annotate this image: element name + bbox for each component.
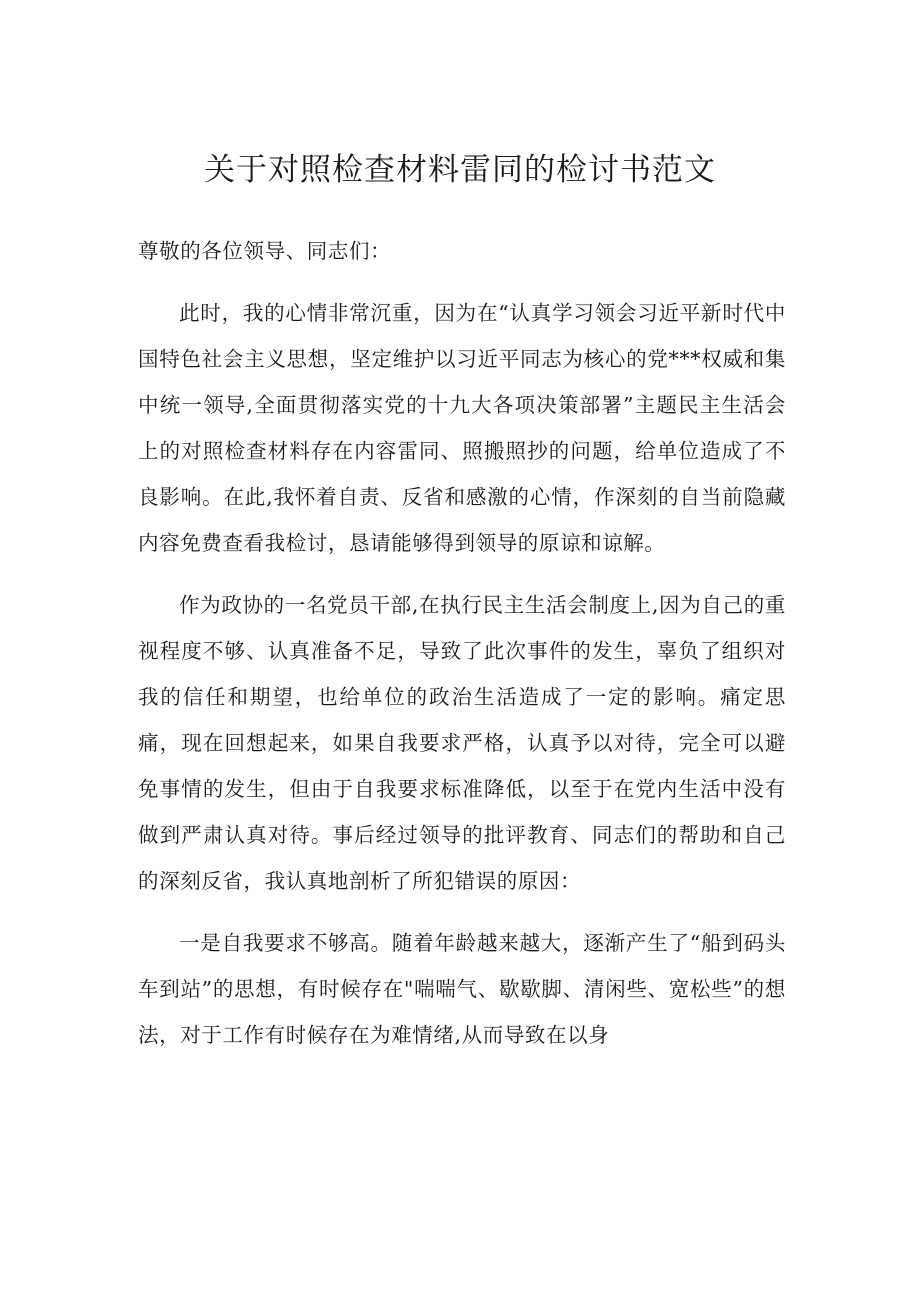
paragraph-2: 作为政协的一名党员干部,在执行民主生活会制度上,因为自己的重视程度不够、认真准备不足，导致了此次事件的发生，辜负了组织对我的信任和期望，也给单位的政治生活造成了一定的影响。痛定思痛，现在回想起来，如果自我要求严格，认真予以对待，完全可以避免事情的发生，但由于自我要求标准降低，以至于在党内生活中没有做到严肃认真对待。事后经过领导的批评教育、同志们的帮助和自己的深刻反省，我认真地剖析了所犯错误的原因： [138,593,786,893]
salutation: 尊敬的各位领导、同志们： [138,239,392,263]
document-title: 关于对照检查材料雷同的检讨书范文 [204,152,716,188]
paragraph-3: 一是自我要求不够高。随着年龄越来越大，逐渐产生了“船到码头车到站”的思想，有时候存在"喘喘气、歇歇脚、清闲些、宽松些”的想法，对于工作有时候存在为难情绪,从而导致在以身 [138,931,786,1047]
document-body [138,228,786,1074]
paragraph-1: 此时，我的心情非常沉重，因为在“认真学习领会习近平新时代中国特色社会主义思想，坚定维护以习近平同志为核心的党***权威和集中统一领导,全面贯彻落实党的十九大各项决策部署”主题民主生活会上的对照检查材料存在内容雷同、照搬照抄的问题，给单位造成了不良影响。在此,我怀着自责、反省和感激的心情，作深刻的自当前隐藏内容免费查看我检讨，恳请能够得到领导的原谅和谅解。 [138,301,786,555]
